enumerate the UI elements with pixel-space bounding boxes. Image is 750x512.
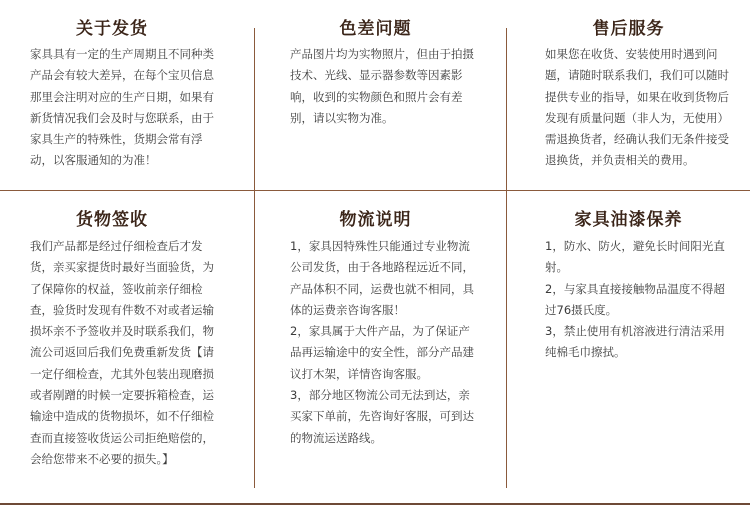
- section-title-color-difference: 色差问题: [339, 19, 412, 39]
- section-receipt: [0, 191, 254, 503]
- paragraph: 3，部分地区物流公司无法到达，亲买家下单前，先咨询好客服，可到达的物流运送路线。: [290, 388, 474, 445]
- section-body-shipping: [30, 44, 216, 172]
- section-logistics: [255, 191, 506, 503]
- divider-bottom: [0, 503, 750, 505]
- paragraph: 产品图片均为实物照片，但由于拍摄技术、光线、显示器参数等因素影响，收到的实物颜色和照片会有差别，请以实物为准。: [290, 47, 474, 125]
- section-body-after-sales: [545, 44, 731, 172]
- paragraph: 2，家具属于大件产品，为了保证产品再运输途中的安全性，部分产品建议打木架，详情咨询客服。: [290, 324, 474, 381]
- section-body-paint-care: [545, 236, 725, 364]
- section-body-logistics: [290, 236, 476, 449]
- paragraph: 3，禁止使用有机溶液进行清洁采用纯棉毛巾擦拭。: [545, 324, 725, 360]
- section-title-shipping: 关于发货: [76, 19, 148, 39]
- paragraph: 家具具有一定的生产周期且不同种类产品会有较大差异，在每个宝贝信息那里会注明对应的生产日期，如果有新货情况我们会及时与您联系，由于家具生产的特殊性，货期会常有浮动，以客服通知的为准！: [30, 47, 214, 168]
- section-shipping: [0, 0, 254, 190]
- paragraph: 我们产品都是经过仔细检查后才发货，亲买家提货时最好当面验货，为了保障你的权益，签收前亲仔细检查，验货时发现有件数不对或者运输损坏亲不予签收并及时联系我们，物流公司返回后我们免费重新发货【请一定仔细检查，尤其外包装出现磨损或者剐蹭的时候一定要拆箱检查，运输途中造成的货物损坏，如不仔细检查而直接签收货运公司拒绝赔偿的，会给您带来不必要的损失。】: [30, 239, 214, 466]
- section-body-receipt: [30, 236, 216, 470]
- paragraph: 2，与家具直接接触物品温度不得超过76摄氏度。: [545, 281, 725, 317]
- section-title-receipt: 货物签收: [76, 210, 148, 230]
- section-after-sales: [507, 0, 750, 190]
- section-color-difference: [255, 0, 506, 190]
- paragraph: 如果您在收货、安装使用时遇到问题，请随时联系我们，我们可以随时提供专业的指导，如果在收到货物后发现有质量问题（非人为，无使用）需退换货者，经确认我们无条件接受退换货，并负责相关的费用。: [545, 47, 729, 168]
- section-body-color-difference: [290, 44, 476, 129]
- section-title-paint-care: 家具油漆保养: [574, 210, 683, 230]
- section-title-logistics: 物流说明: [339, 210, 412, 230]
- section-paint-care: [507, 191, 750, 503]
- paragraph: 1，家具因特殊性只能通过专业物流公司发货，由于各地路程远近不同，产品体积不同，运费也就不相同，具体的运费亲咨询客服！: [290, 239, 474, 317]
- paragraph: 1，防水、防火，避免长时间阳光直射。: [545, 239, 725, 275]
- section-title-after-sales: 售后服务: [592, 19, 665, 39]
